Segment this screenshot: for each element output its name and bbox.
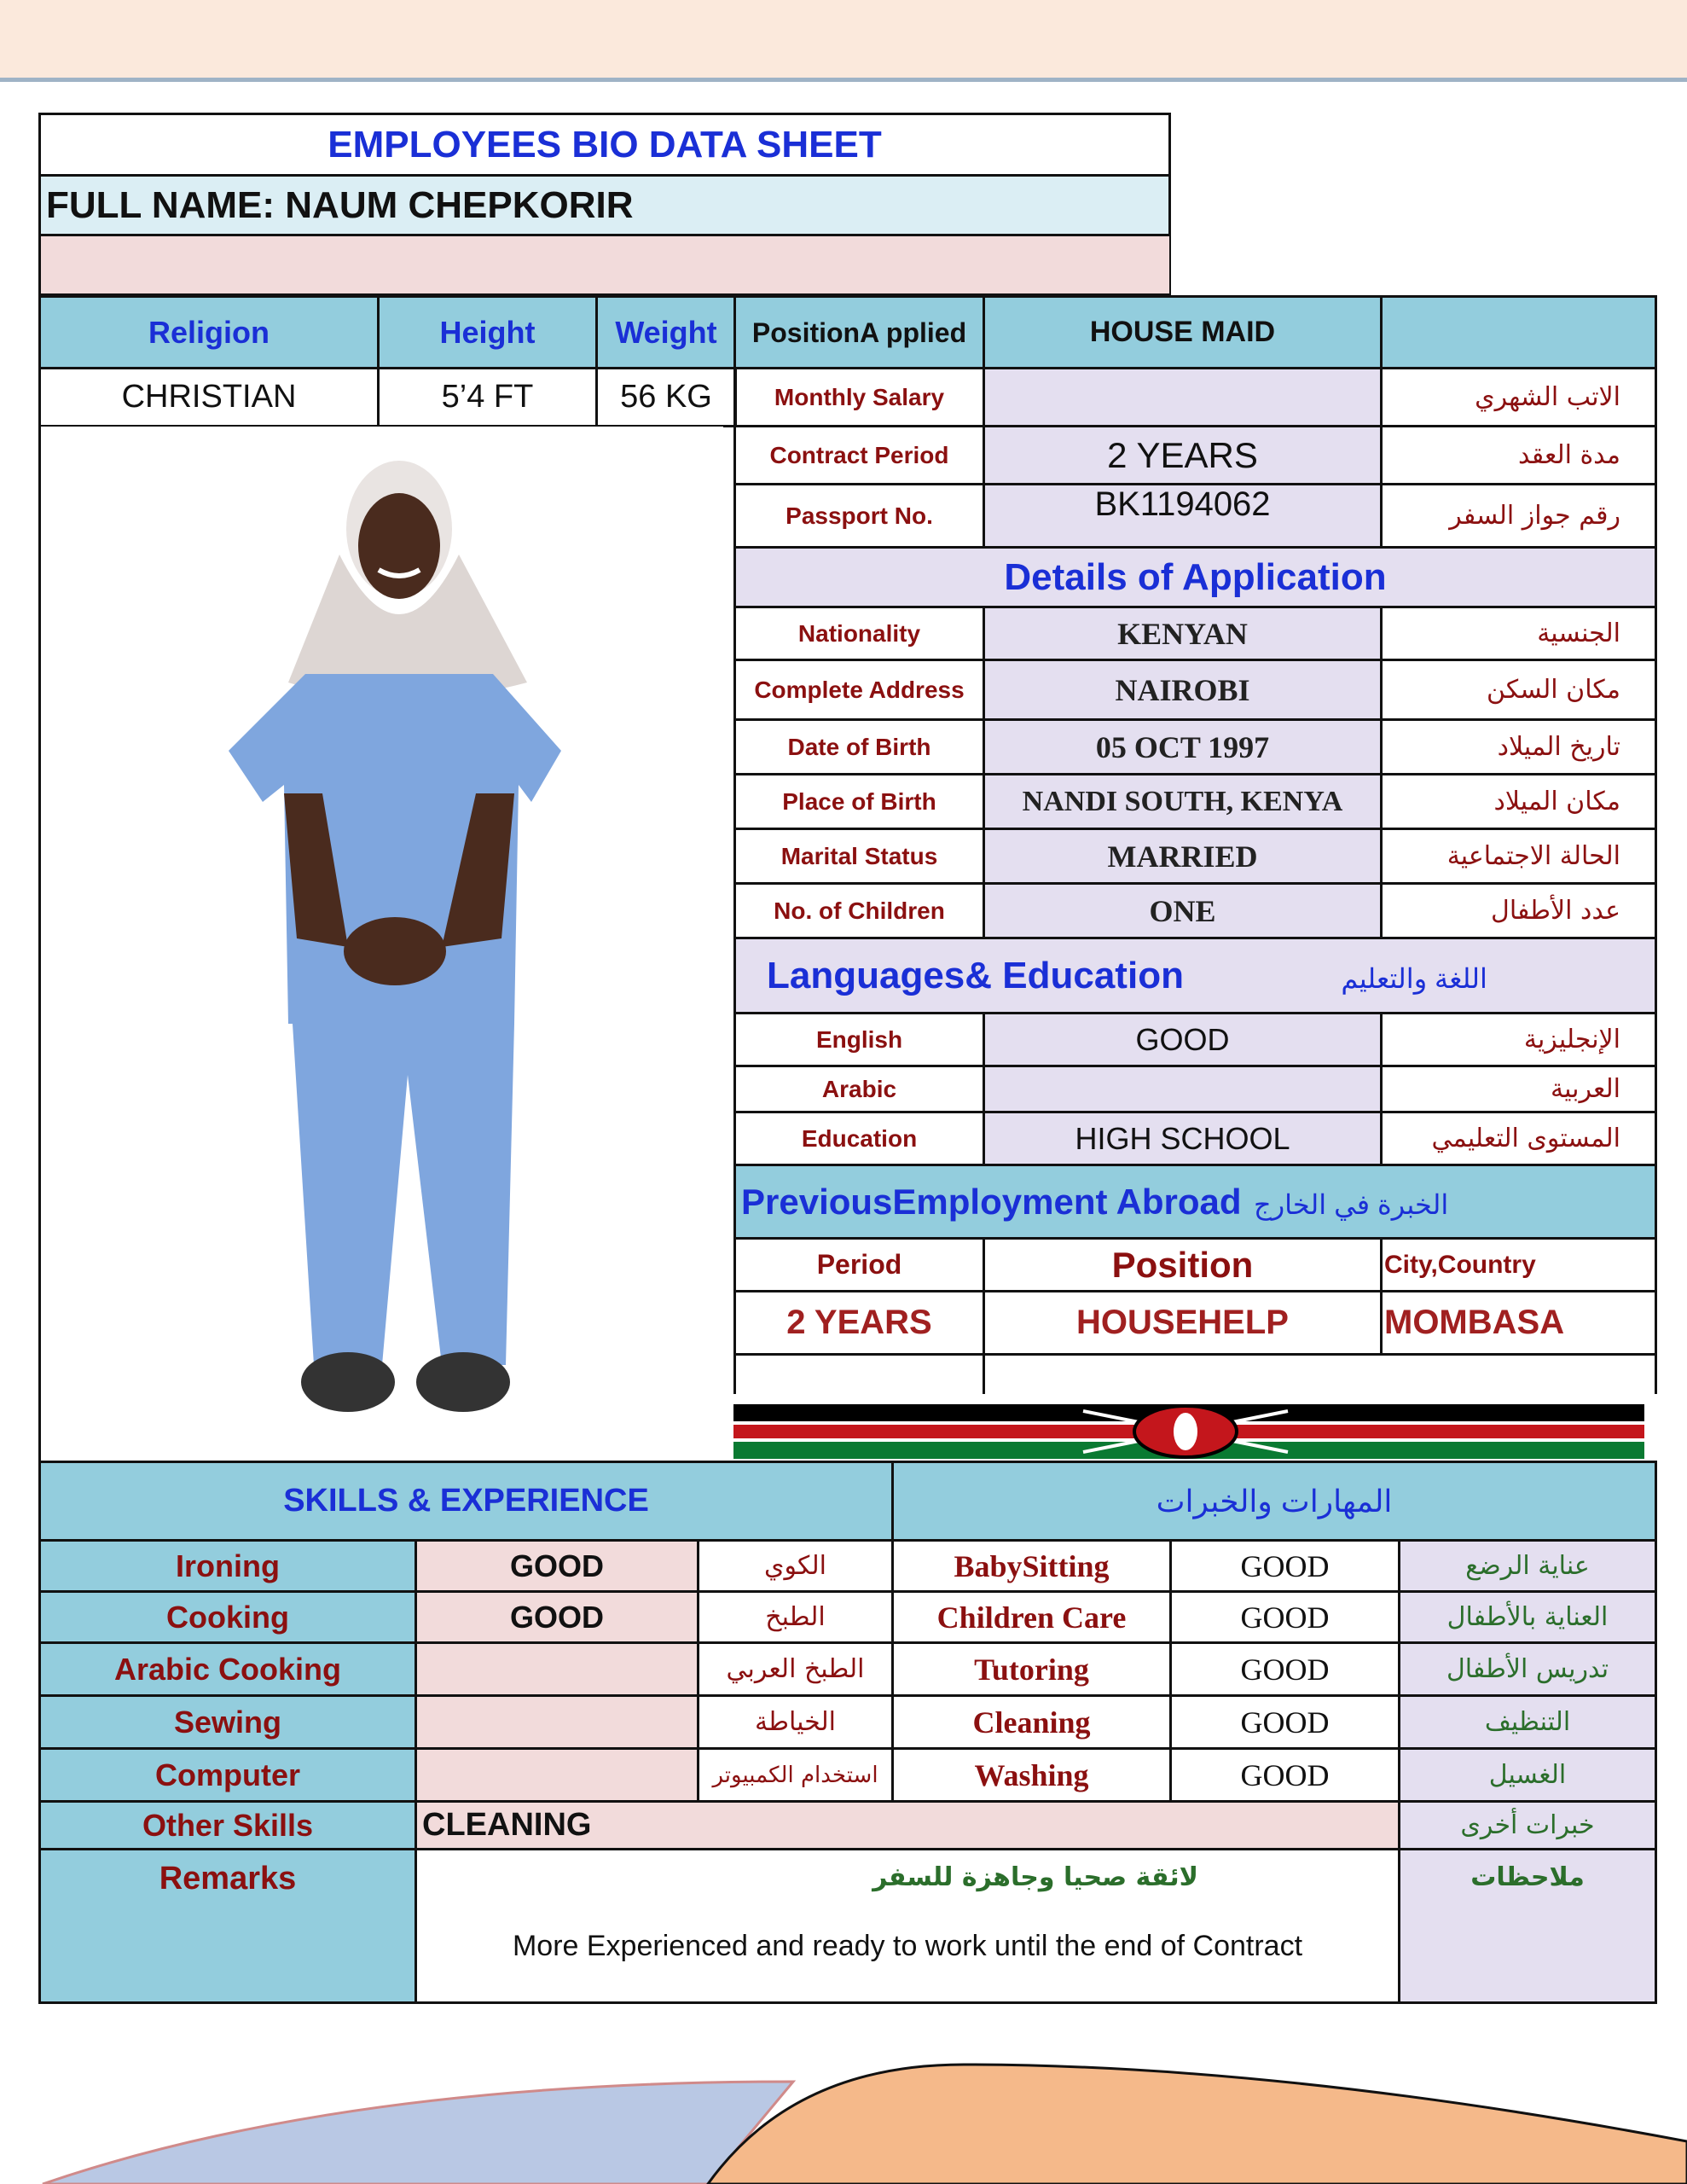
contract-period-label: Contract Period [735,427,984,485]
skill-sewing: Sewing [40,1696,416,1749]
address-label: Complete Address [735,660,984,720]
children-ar: عدد الأطفال [1382,884,1656,938]
skill-arabic-cooking-value [416,1643,699,1696]
other-skills-label: Other Skills [40,1802,416,1850]
education-label: Education [735,1112,984,1165]
religion-value: CHRISTIAN [40,369,379,427]
height-header-text: Height [439,314,536,350]
period-value: 2 YEARS [735,1292,984,1355]
skill-ironing: Ironing [40,1541,416,1592]
skill-ironing-value: GOOD [416,1541,699,1592]
dob-label: Date of Birth [735,720,984,775]
employee-photo [41,427,726,1462]
salary-value [984,369,1382,427]
languages-heading-text: Languages& Education [767,954,1184,996]
skills-heading-ar [893,1462,1656,1541]
arabic-ar: العربية [1382,1066,1656,1112]
skill-computer: Computer [40,1749,416,1802]
skill-washing: Washing [893,1749,1171,1802]
skill-cooking-ar: الطبخ [699,1592,893,1643]
dob-ar: تاريخ الميلاد [1382,720,1656,775]
marital-label: Marital Status [735,829,984,884]
sheet-title-text: EMPLOYEES BIO DATA SHEET [328,123,882,166]
position-label: PositionA pplied [735,297,984,369]
remarks-label: Remarks [40,1850,416,2003]
skill-cleaning-value: GOOD [1171,1696,1400,1749]
skills-heading [40,1462,893,1541]
full-name: FULL NAME: NAUM CHEPKORIR [40,176,1170,235]
passport-label: Passport No. [735,485,984,548]
skill-cooking-value: GOOD [416,1592,699,1643]
salary-label: Monthly Salary [735,369,984,427]
weight-header-text: Weight [615,314,717,350]
other-skills-value: CLEANING [416,1802,1400,1850]
skill-arabic-cooking: Arabic Cooking [40,1643,416,1696]
skill-tutoring-ar: تدريس الأطفال [1400,1643,1656,1696]
education-ar: المستوى التعليمي [1382,1112,1656,1165]
weight-value: 56 KG [597,369,736,427]
position-value: HOUSE MAID [984,297,1382,369]
skill-tutoring: Tutoring [893,1643,1171,1696]
contract-period-value: 2 YEARS [984,427,1382,485]
blank-row [40,235,1170,295]
passport-ar: رقم جواز السفر [1382,485,1656,548]
remarks-cell [416,1850,1400,2003]
religion-header-text: Religion [148,314,270,350]
passport-value: BK1194062 [984,485,1382,548]
skill-cleaning: Cleaning [893,1696,1171,1749]
pob-value: NANDI SOUTH, KENYA [984,775,1382,829]
employment-heading [735,1165,1656,1239]
education-value: HIGH SCHOOL [984,1112,1382,1165]
remarks-ar-note: لائقة صحيا وجاهزة للسفر [872,1862,1198,1892]
languages-heading-ar: اللغة والتعليم [1341,962,1487,994]
dob-value: 05 OCT 1997 [984,720,1382,775]
marital-ar: الحالة الاجتماعية [1382,829,1656,884]
title-table [38,113,1171,296]
details-heading: Details of Application [735,548,1656,607]
sheet-title [40,114,1170,176]
english-ar: الإنجليزية [1382,1014,1656,1066]
skill-cooking: Cooking [40,1592,416,1643]
employment-heading-ar: الخبرة في الخارج [1254,1188,1449,1220]
languages-heading [735,938,1656,1014]
address-value: NAIROBI [984,660,1382,720]
nationality-ar: الجنسية [1382,607,1656,660]
bottom-decoration [0,2030,1687,2184]
employment-heading-text: PreviousEmployment Abroad [741,1181,1242,1222]
skill-children-care-ar: العناية بالأطفال [1400,1592,1656,1643]
weight-header [597,297,736,369]
photo-area [38,427,723,1462]
top-band [0,0,1687,82]
marital-value: MARRIED [984,829,1382,884]
height-value: 5’4 FT [379,369,597,427]
salary-ar: الاتب الشهري [1382,369,1656,427]
skills-heading-text: SKILLS & EXPERIENCE [283,1483,649,1519]
position-ar [1382,297,1656,369]
pob-ar: مكان الميلاد [1382,775,1656,829]
children-value: ONE [984,884,1382,938]
children-label: No. of Children [735,884,984,938]
kenya-flag [733,1404,1644,1459]
blank-position [984,1355,1656,1394]
city-label: City,Country [1382,1239,1656,1292]
arabic-label: Arabic [735,1066,984,1112]
english-value: GOOD [984,1014,1382,1066]
skill-babysitting: BabySitting [893,1541,1171,1592]
skills-heading-ar-text: المهارات والخبرات [1156,1483,1393,1519]
skill-babysitting-value: GOOD [1171,1541,1400,1592]
city-value: MOMBASA [1382,1292,1656,1355]
period-label: Period [735,1239,984,1292]
skill-sewing-value [416,1696,699,1749]
skills-table [38,1461,1657,2004]
pob-label: Place of Birth [735,775,984,829]
arabic-value [984,1066,1382,1112]
skill-washing-value: GOOD [1171,1749,1400,1802]
skill-children-care-value: GOOD [1171,1592,1400,1643]
position-col-value: HOUSEHELP [984,1292,1382,1355]
skill-computer-value [416,1749,699,1802]
flag-shield-icon [1075,1404,1296,1459]
remarks-text: More Experienced and ready to work until the end of Contract [512,1930,1303,1962]
right-table [733,295,1657,1394]
skill-arabic-cooking-ar: الطبخ العربي [699,1643,893,1696]
position-col-label: Position [984,1239,1382,1292]
other-skills-ar: خبرات أخرى [1400,1802,1656,1850]
skill-children-care: Children Care [893,1592,1171,1643]
height-header [379,297,597,369]
skill-tutoring-value: GOOD [1171,1643,1400,1696]
remarks-ar: ملاحظات [1400,1850,1656,2003]
skill-ironing-ar: الكوي [699,1541,893,1592]
skill-computer-ar: استخدام الكمبيوتر [699,1749,893,1802]
english-label: English [735,1014,984,1066]
skill-cleaning-ar: التنظيف [1400,1696,1656,1749]
nationality-label: Nationality [735,607,984,660]
skill-babysitting-ar: عناية الرضع [1400,1541,1656,1592]
nationality-value: KENYAN [984,607,1382,660]
skill-sewing-ar: الخياطة [699,1696,893,1749]
physical-table [38,295,737,427]
religion-header [40,297,379,369]
skill-washing-ar: الغسيل [1400,1749,1656,1802]
contract-period-ar: مدة العقد [1382,427,1656,485]
blank-period [735,1355,984,1394]
address-ar: مكان السكن [1382,660,1656,720]
